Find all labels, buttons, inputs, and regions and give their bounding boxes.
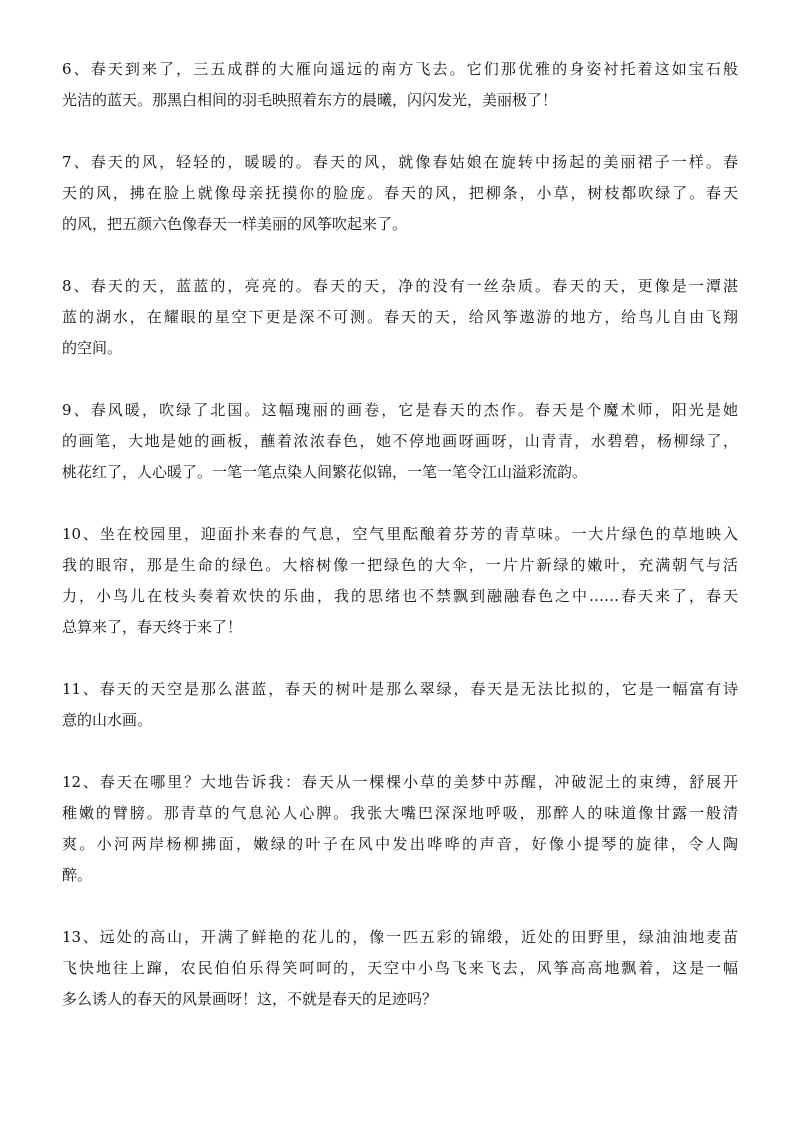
paragraph-line: 总算来了，春天终于来了！ bbox=[62, 618, 243, 636]
paragraph-line: 的画笔，大地是她的画板，蘸着浓浓春色，她不停地画呀画呀，山青青，水碧碧，杨柳绿了， bbox=[62, 432, 738, 450]
paragraph-line: 醉。 bbox=[62, 866, 93, 884]
paragraph-line: 力，小鸟儿在枝头奏着欢快的乐曲，我的思绪也不禁飘到融融春色之中……春天来了，春天 bbox=[62, 587, 738, 605]
paragraph-line: 11、春天的天空是那么湛蓝，春天的树叶是那么翠绿，春天是无法比拟的，它是一幅富有诗 bbox=[62, 680, 738, 698]
paragraph bbox=[62, 519, 738, 643]
paragraph bbox=[62, 54, 738, 116]
paragraph-line: 意的山水画。 bbox=[62, 711, 153, 729]
paragraph-line: 12、春天在哪里？大地告诉我：春天从一棵棵小草的美梦中苏醒，冲破泥土的束缚，舒展开 bbox=[62, 773, 738, 791]
paragraph bbox=[62, 395, 738, 488]
paragraph-line: 桃花红了，人心暖了。一笔一笔点染人间繁花似锦，一笔一笔令江山溢彩流韵。 bbox=[62, 463, 588, 481]
paragraph-line: 6、春天到来了，三五成群的大雁向遥远的南方飞去。它们那优雅的身姿衬托着这如宝石般 bbox=[62, 60, 738, 78]
paragraph-line: 多么诱人的春天的风景画呀！这，不就是春天的足迹吗？ bbox=[62, 990, 438, 1008]
paragraph bbox=[62, 922, 738, 1015]
paragraph-line: 的风，把五颜六色像春天一样美丽的风筝吹起来了。 bbox=[62, 215, 408, 233]
paragraph-line: 8、春天的天，蓝蓝的，亮亮的。春天的天，净的没有一丝杂质。春天的天，更像是一潭湛 bbox=[62, 277, 738, 295]
paragraph-line: 蓝的湖水，在耀眼的星空下更是深不可测。春天的天，给风筝遨游的地方，给鸟儿自由飞翔 bbox=[62, 308, 738, 326]
paragraph-line: 爽。小河两岸杨柳拂面，嫩绿的叶子在风中发出哗哗的声音，好像小提琴的旋律，令人陶 bbox=[62, 835, 738, 853]
paragraph bbox=[62, 147, 738, 240]
paragraph bbox=[62, 271, 738, 364]
document-page bbox=[62, 54, 738, 1046]
paragraph-line: 9、春风暖，吹绿了北国。这幅瑰丽的画卷，它是春天的杰作。春天是个魔术师，阳光是她 bbox=[62, 401, 738, 419]
paragraph-line: 我的眼帘，那是生命的绿色。大榕树像一把绿色的大伞，一片片新绿的嫩叶，充满朝气与活 bbox=[62, 556, 738, 574]
paragraph-line: 光洁的蓝天。那黑白相间的羽毛映照着东方的晨曦，闪闪发光，美丽极了！ bbox=[62, 91, 558, 109]
paragraph-line: 的空间。 bbox=[62, 339, 123, 357]
paragraph-line: 10、坐在校园里，迎面扑来春的气息，空气里酝酿着芬芳的青草味。一大片绿色的草地映入 bbox=[62, 525, 738, 543]
paragraph-line: 13、远处的高山，开满了鲜艳的花儿的，像一匹五彩的锦缎，近处的田野里，绿油油地麦苗 bbox=[62, 928, 738, 946]
paragraph bbox=[62, 767, 738, 891]
paragraph-line: 飞快地往上蹿，农民伯伯乐得笑呵呵的，天空中小鸟飞来飞去，风筝高高地飘着，这是一幅 bbox=[62, 959, 738, 977]
paragraph-line: 稚嫩的臂膀。那青草的气息沁人心脾。我张大嘴巴深深地呼吸，那醉人的味道像甘露一般清 bbox=[62, 804, 738, 822]
paragraph-line: 天的风，拂在脸上就像母亲抚摸你的脸庞。春天的风，把柳条，小草，树枝都吹绿了。春天 bbox=[62, 184, 738, 202]
paragraph bbox=[62, 674, 738, 736]
paragraph-line: 7、春天的风，轻轻的，暖暖的。春天的风，就像春姑娘在旋转中扬起的美丽裙子一样。春 bbox=[62, 153, 738, 171]
